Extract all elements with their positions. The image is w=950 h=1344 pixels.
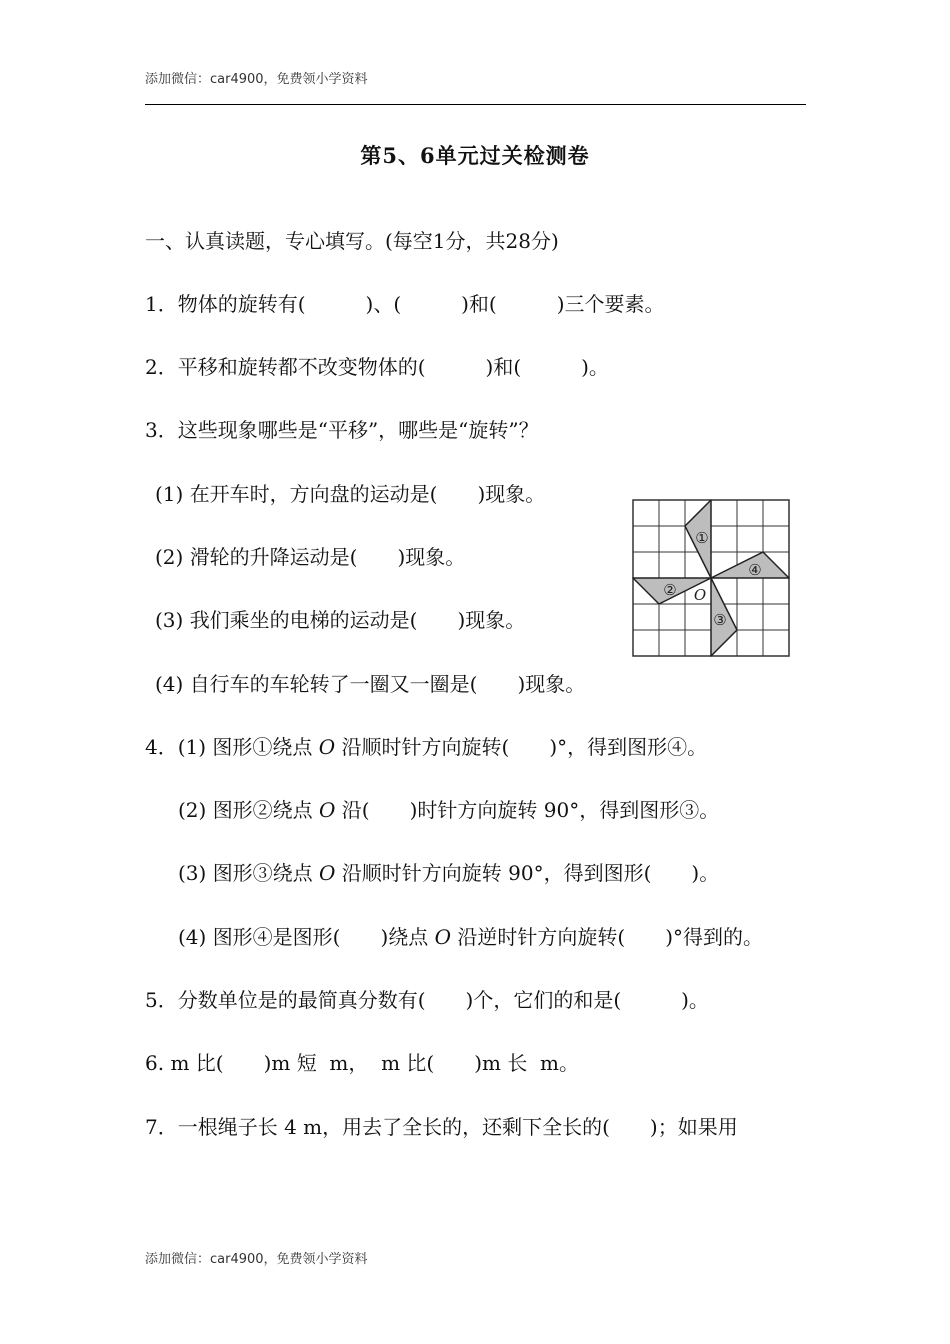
shape-4-label: ④ — [748, 561, 762, 579]
question-4-part-1-b: 沿顺时针方向旋转( )°，得到图形④。 — [335, 735, 708, 759]
point-o-label: O — [318, 735, 336, 759]
question-4-part-3-a: (3) 图形③绕点 — [178, 861, 320, 885]
question-1: 1．物体的旋转有( )、( )和( )三个要素。 — [145, 292, 665, 316]
page-header: 添加微信：car4900，免费领小学资料 — [145, 72, 368, 87]
shape-3-label: ③ — [713, 611, 727, 629]
question-4-part-1 — [145, 734, 707, 760]
shape-1-label: ① — [695, 529, 709, 547]
question-4-part-4-b: 沿逆时针方向旋转( )°得到的。 — [451, 925, 764, 949]
question-3-part-4: (4) 自行车的车轮转了一圈又一圈是( )现象。 — [155, 672, 586, 696]
question-4-part-4 — [178, 924, 763, 950]
point-o-label: O — [434, 925, 452, 949]
question-4-part-4-a: (4) 图形④是图形( )绕点 — [178, 925, 435, 949]
rotation-grid-figure — [632, 499, 792, 659]
question-4-part-2 — [178, 797, 719, 823]
center-o-label: O — [693, 586, 707, 604]
question-3-part-2: (2) 滑轮的升降运动是( )现象。 — [155, 545, 466, 569]
question-4-number: 4． — [145, 735, 178, 759]
shape-2-label: ② — [663, 581, 677, 599]
question-3-part-1: (1) 在开车时，方向盘的运动是( )现象。 — [155, 482, 546, 506]
question-6: 6. m 比( )m 短 m， m 比( )m 长 m。 — [145, 1051, 580, 1075]
question-4-part-2-b: 沿( )时针方向旋转 90°，得到图形③。 — [335, 798, 720, 822]
header-rule — [145, 104, 806, 105]
section-heading: 一、认真读题，专心填写。(每空1分，共28分) — [145, 229, 559, 253]
question-2: 2．平移和旋转都不改变物体的( )和( )。 — [145, 355, 609, 379]
question-7: 7．一根绳子长 4 m，用去了全长的，还剩下全长的( )；如果用 — [145, 1115, 738, 1139]
question-3-stem: 3．这些现象哪些是“平移”，哪些是“旋转”？ — [145, 418, 539, 442]
question-4-part-2-a: (2) 图形②绕点 — [178, 798, 320, 822]
point-o-label: O — [319, 798, 336, 822]
rotated-shapes — [633, 500, 789, 656]
question-5: 5．分数单位是的最简真分数有( )个，它们的和是( )。 — [145, 988, 709, 1012]
question-4-part-1-a: (1) 图形①绕点 — [177, 735, 319, 759]
page-footer: 添加微信：car4900，免费领小学资料 — [145, 1252, 368, 1267]
question-3-part-3: (3) 我们乘坐的电梯的运动是( )现象。 — [155, 608, 526, 632]
page-title: 第5、6单元过关检测卷 — [360, 143, 590, 168]
question-4-part-3 — [178, 860, 719, 886]
question-4-part-3-b: 沿顺时针方向旋转 90°，得到图形( )。 — [335, 861, 720, 885]
point-o-label: O — [319, 861, 336, 885]
